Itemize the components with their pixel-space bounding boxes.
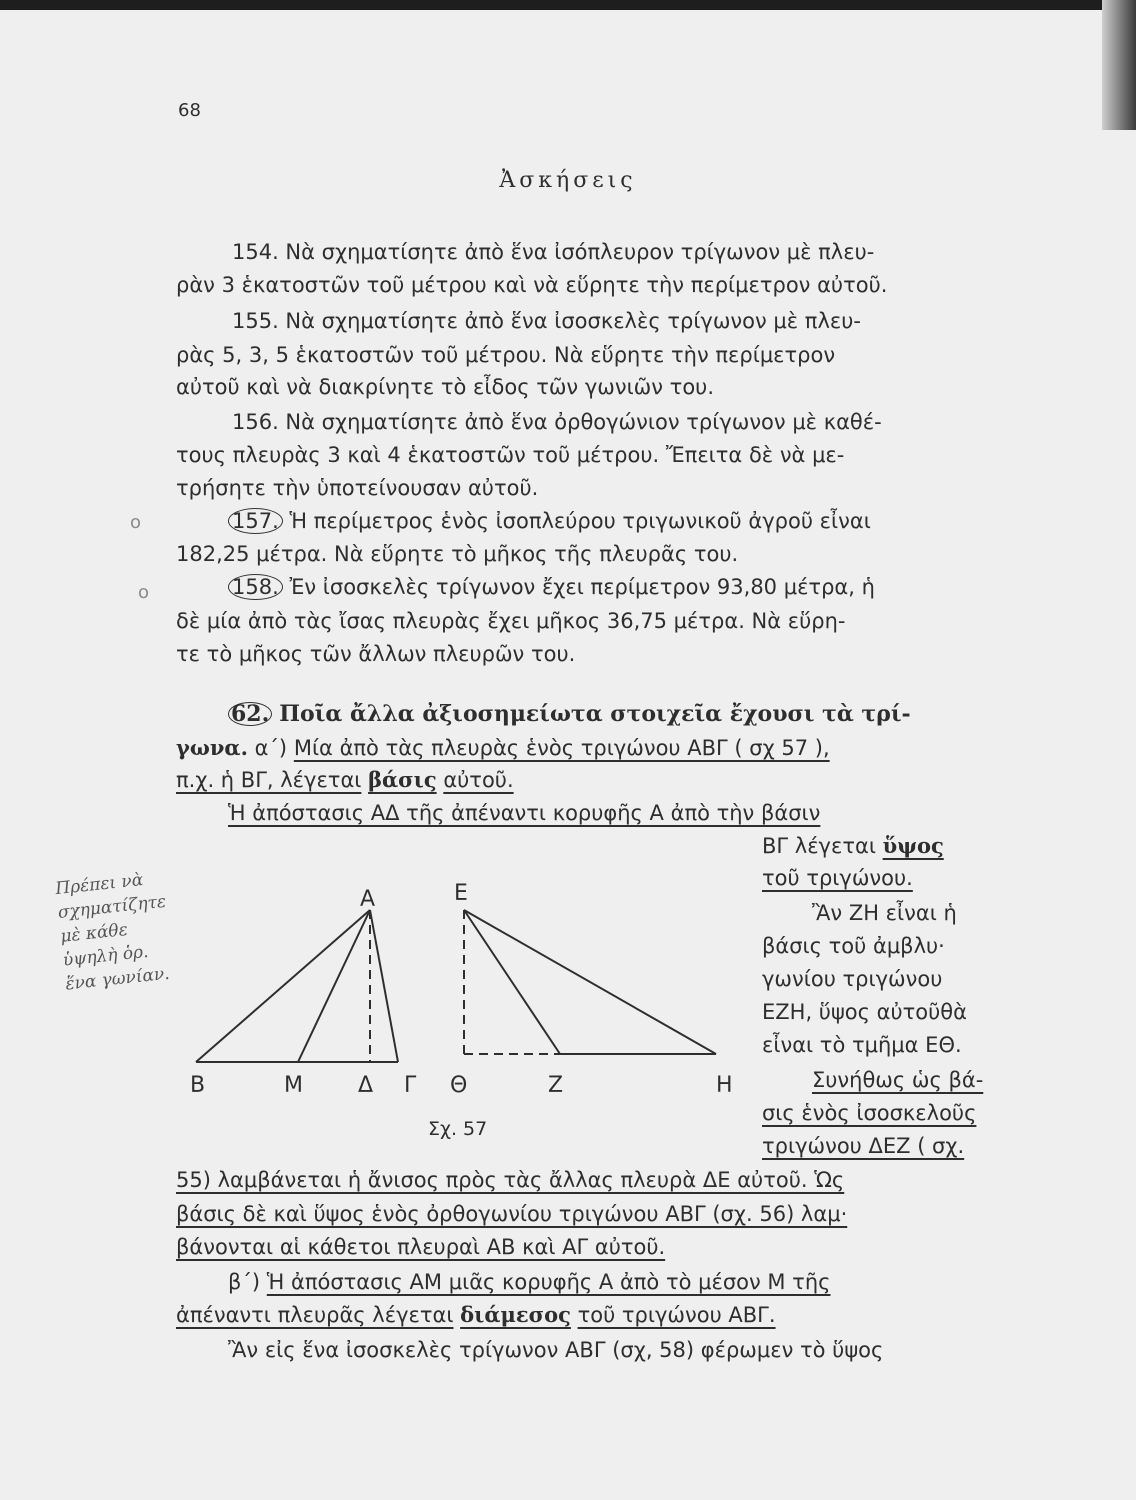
exercise-154-line-1: 154. Νὰ σχηματίσητε ἀπὸ ἕνα ἰσόπλευρον τρίγωνον μὲ πλευ- <box>232 240 875 264</box>
side-text-2: βάσις τοῦ ἀμβλυ· <box>762 934 945 958</box>
margin-mark-157: o <box>130 512 142 533</box>
beta-text-2a: ἀπέναντι πλευρᾶς λέγεται <box>176 1303 454 1327</box>
exercise-155-line-1: 155. Νὰ σχηματίσητε ἀπὸ ἕνα ἰσοσκελὲς τρίγωνον μὲ πλευ- <box>232 309 861 333</box>
alpha-label: α΄) <box>254 736 288 760</box>
side-eh <box>464 910 716 1054</box>
term-median: διάμεσος <box>460 1302 571 1327</box>
exercise-156-line-3: τρήσητε τὴν ὑποτείνουσαν αὐτοῦ. <box>176 476 539 500</box>
section-62-number: 62. <box>228 702 272 726</box>
label-b: Β <box>190 1073 206 1098</box>
side-ag <box>370 910 398 1062</box>
section-title: Ἀσκήσεις <box>499 168 637 193</box>
handwritten-line-4: ὑψηλὴ ὁρ. <box>61 941 150 971</box>
alpha-text-1: Μία ἀπὸ τὰς πλευρὰς ἑνὸς τριγώνου ΑΒΓ ( σχ 57 ), <box>293 736 830 760</box>
side-text-5: εἶναι τὸ τμῆμα ΕΘ. <box>762 1033 962 1057</box>
beta-line-1 <box>228 1268 830 1296</box>
term-base: βάσις <box>368 767 437 792</box>
section-62-line-2 <box>176 734 830 762</box>
label-g: Γ <box>404 1073 417 1098</box>
height-line-2 <box>762 832 944 860</box>
handwritten-line-1: Πρέπει νὰ <box>54 869 145 900</box>
section-62-heading-end: γωνα. <box>176 735 248 760</box>
side-text-4: ΕΖΗ, ὕψος αὐτοῦθὰ <box>762 1000 967 1024</box>
last-line: Ἂν εἰς ἕνα ἰσοσκελὲς τρίγωνον ΑΒΓ (σχ, 58) φέρωμεν τὸ ὕψος <box>228 1338 884 1362</box>
alpha-text-2b: αὐτοῦ. <box>443 768 514 792</box>
beta-text-2b: τοῦ τριγώνου ΑΒΓ. <box>577 1303 776 1327</box>
side-text-1: Ἂν ΖΗ εἶναι ἡ <box>812 901 957 925</box>
exercise-155-line-2: ρὰς 5, 3, 5 ἑκατοστῶν τοῦ μέτρου. Νὰ εὕρητε τὴν περίμετρον <box>176 343 836 367</box>
figure-caption: Σχ. 57 <box>428 1118 488 1140</box>
exercise-157-line-2: 182,25 μέτρα. Νὰ εὕρητε τὸ μῆκος τῆς πλευρᾶς του. <box>176 542 739 566</box>
handwritten-line-5: ἕνα γωνίαν. <box>64 963 171 995</box>
handwritten-line-3: μὲ κάθε <box>59 919 129 947</box>
height-text-2a: ΒΓ λέγεται <box>762 834 876 858</box>
exercise-158-line-1 <box>228 573 875 601</box>
term-height: ὕψος <box>882 833 944 858</box>
alpha-text-2a: π.χ. ἡ ΒΓ, λέγεται <box>176 768 362 792</box>
label-h: Η <box>716 1073 733 1098</box>
side-ab <box>196 910 370 1062</box>
section-62-line-3 <box>176 766 514 794</box>
exercise-157-line-1 <box>228 507 871 535</box>
cont-line-1: 55) λαμβάνεται ἡ ἄνισος πρὸς τὰς ἄλλας πλευρὰ ΔΕ αὐτοῦ. Ὡς <box>176 1168 845 1192</box>
label-z: Ζ <box>548 1073 564 1098</box>
side-ez <box>464 910 560 1054</box>
exercise-155-line-3: αὐτοῦ καὶ νὰ διακρίνητε τὸ εἶδος τῶν γωνιῶν του. <box>176 375 714 399</box>
height-line-3: τοῦ τριγώνου. <box>762 866 913 890</box>
side-text-6: Συνήθως ὡς βά- <box>812 1068 984 1092</box>
section-62-heading-text: Ποῖα ἄλλα ἀξιοσημείωτα στοιχεῖα ἔχουσι τὰ τρί- <box>279 701 911 727</box>
exercise-156-line-1: 156. Νὰ σχηματίσητε ἀπὸ ἕνα ὀρθογώνιον τρίγωνον μὲ καθέ- <box>232 410 882 434</box>
exercise-158-text: Ἐν ἰσοσκελὲς τρίγωνον ἔχει περίμετρον 93,80 μέτρα, ἡ <box>289 575 875 599</box>
exercise-157-number: 157. <box>228 508 283 534</box>
height-line-1: Ἡ ἀπόστασις ΑΔ τῆς ἀπέναντι κορυφῆς Α ἀπὸ τὴν βάσιν <box>228 801 821 825</box>
beta-text-1: Ἡ ἀπόστασις ΑΜ μιᾶς κορυφῆς Α ἀπὸ τὸ μέσον Μ τῆς <box>266 1270 831 1294</box>
cont-line-2: βάσις δὲ καὶ ὕψος ἑνὸς ὀρθογωνίου τριγώνου ΑΒΓ (σχ. 56) λαμ· <box>176 1202 848 1226</box>
exercise-158-line-2: δὲ μία ἀπὸ τὰς ἴσας πλευρὰς ἔχει μῆκος 36,75 μέτρα. Νὰ εὕρη- <box>176 609 846 633</box>
section-62-heading <box>228 700 911 729</box>
beta-label: β΄) <box>228 1270 261 1294</box>
handwritten-line-2: σχηματίζητε <box>56 891 168 923</box>
margin-mark-158: o <box>138 582 150 603</box>
side-text-8: τριγώνου ΔΕΖ ( σχ. <box>762 1134 965 1158</box>
label-e: Ε <box>454 881 468 906</box>
exercise-156-line-2: τους πλευρὰς 3 καὶ 4 ἑκατοστῶν τοῦ μέτρου. Ἔπειτα δὲ νὰ με- <box>176 443 845 467</box>
beta-line-2 <box>176 1301 776 1329</box>
exercise-157-text: Ἡ περίμετρος ἑνὸς ἰσοπλεύρου τριγωνικοῦ ἀγροῦ εἶναι <box>289 509 871 533</box>
cont-line-3: βάνονται αἱ κάθετοι πλευραὶ ΑΒ καὶ ΑΓ αὐτοῦ. <box>176 1235 666 1259</box>
label-m: Μ <box>284 1073 303 1098</box>
figure-57 <box>180 870 740 1100</box>
label-a: Α <box>360 887 376 912</box>
label-d: Δ <box>358 1073 374 1098</box>
label-th: Θ <box>450 1073 468 1098</box>
side-text-3: γωνίου τριγώνου <box>762 967 943 991</box>
median-am <box>298 910 370 1062</box>
exercise-154-line-2: ρὰν 3 ἑκατοστῶν τοῦ μέτρου καὶ νὰ εὕρητε τὴν περίμετρον αὐτοῦ. <box>176 273 888 297</box>
page-number: 68 <box>178 100 201 121</box>
exercise-158-number: 158. <box>228 574 283 600</box>
side-text-7: σις ἑνὸς ἰσοσκελοῦς <box>762 1101 977 1125</box>
exercise-158-line-3: τε τὸ μῆκος τῶν ἄλλων πλευρῶν του. <box>176 642 576 666</box>
